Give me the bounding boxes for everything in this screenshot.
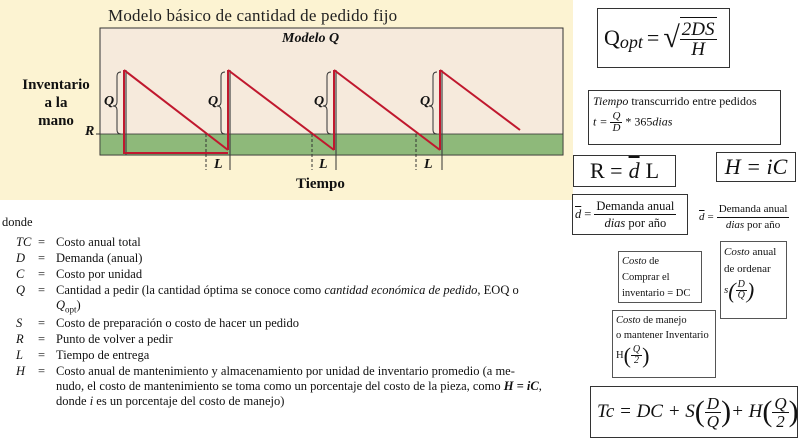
- legend-q-line2-sub: opt: [65, 304, 77, 315]
- total-den1: Q: [706, 411, 720, 431]
- legend-h-line2-c: ,: [538, 379, 542, 393]
- l-label-1: L: [214, 157, 223, 172]
- q-label-3: Q: [314, 94, 325, 109]
- legend-symbol: Q: [16, 283, 26, 297]
- legend-h-line2-a: nudo, el costo de mantenimiento se toma como un porcentaje del costo de la pieza, como: [56, 379, 501, 393]
- costo-manejo-den: 2: [634, 355, 640, 366]
- legend-text: Costo por unidad: [56, 267, 143, 281]
- h-formula: [716, 152, 796, 182]
- q-label-2: Q: [208, 94, 219, 109]
- qopt-sub: opt: [619, 31, 643, 52]
- costo-ordenar-box: [720, 241, 787, 319]
- total-lparen-1: (: [694, 395, 705, 428]
- r-axis-label: R: [85, 124, 95, 139]
- tiempo-title: [593, 94, 776, 109]
- legend-eq: =: [38, 251, 46, 265]
- dbar2-den-rest: por año: [746, 218, 781, 231]
- total-den2: 2: [776, 411, 785, 431]
- tiempo-formula: [588, 90, 781, 145]
- dbar-definition-plain: [699, 199, 800, 235]
- costo-ordenar-rparen: ): [746, 278, 755, 303]
- legend-text-b: , EOQ o: [477, 283, 519, 297]
- total-cost-formula: [590, 386, 798, 438]
- costo-manejo-pre: H: [616, 349, 624, 361]
- total-rparen-1: ): [721, 395, 732, 428]
- costo-ordenar-lparen: (: [728, 278, 736, 303]
- costo-ordenar-line-2: de ordenar: [724, 263, 771, 275]
- legend-q-line2-end: ): [76, 298, 81, 312]
- legend-h-line3-b: es un porcentaje del costo de manejo): [96, 394, 285, 408]
- legend-text: Costo anual total: [56, 235, 141, 249]
- legend-item-l: [16, 348, 149, 363]
- costo-manejo-rparen: ): [642, 343, 650, 368]
- reorder-rhs: L: [645, 158, 660, 183]
- legend-eq: =: [38, 364, 46, 378]
- costo-manejo-line-2: o mantener Inventario: [616, 330, 709, 341]
- total-num1: D: [706, 393, 720, 413]
- legend-item-c: [16, 267, 142, 282]
- costo-manejo-num: Q: [632, 344, 641, 355]
- panel-title: Modelo Q: [282, 31, 340, 46]
- qopt-formula: [597, 8, 730, 68]
- dbar1-num: Demanda anual: [594, 200, 676, 216]
- costo-ordenar-den: Q: [737, 290, 745, 301]
- reorder-lhs: R =: [589, 158, 623, 183]
- legend-symbol: L: [16, 348, 23, 362]
- legend-text: Costo de preparación o costo de hacer un pedido: [56, 316, 299, 330]
- dbar2-den: [724, 218, 782, 231]
- legend-eq: =: [38, 316, 46, 330]
- total-num2: Q: [774, 393, 787, 413]
- total-mid: + H: [731, 401, 763, 422]
- figure-title: Modelo básico de cantidad de pedido fijo: [108, 6, 398, 25]
- y-axis-label-line-1: Inventario: [22, 77, 90, 93]
- costo-ordenar-pre: s: [724, 284, 729, 297]
- reorder-dbar: $\overline{d}$: [628, 158, 640, 183]
- l-label-2: L: [319, 157, 328, 172]
- lead-time-solid: [230, 155, 442, 170]
- costo-ordenar-line-1: [724, 244, 783, 261]
- legend-h-line1: Costo anual de mantenimiento y almacenamiento por unidad de inventario promedio (a me-: [56, 364, 515, 378]
- legend-h-line3-a: donde: [56, 394, 87, 408]
- dbar2-equals: =: [707, 211, 714, 223]
- dbar2-den-italic: dias: [725, 218, 745, 231]
- y-axis-label-line-2: a la: [44, 95, 68, 111]
- costo-manejo-w1: Costo: [616, 315, 641, 326]
- legend-h-line-2: [16, 379, 588, 394]
- safety-band: [100, 134, 563, 155]
- dbar2-num: Demanda anual: [717, 204, 790, 218]
- legend-eq: =: [38, 267, 46, 281]
- costo-ordenar-num: D: [737, 279, 745, 290]
- total-fraction-2: [772, 395, 788, 430]
- total-lparen-2: (: [762, 395, 773, 428]
- legend-h-line2-b: H = iC: [503, 379, 539, 393]
- costo-comprar-line-2: Comprar el: [622, 272, 670, 283]
- legend-item-d: [16, 251, 142, 266]
- dbar1-den-rest: por año: [628, 216, 667, 230]
- x-axis-label: Tiempo: [296, 176, 345, 192]
- qopt-fraction: [680, 17, 717, 59]
- legend-eq: =: [38, 283, 46, 297]
- reorder-formula: [573, 155, 676, 187]
- qopt-lhs: Q: [604, 25, 620, 50]
- costo-ordenar-fraction: [736, 280, 747, 301]
- costo-manejo-fraction: [631, 345, 642, 366]
- legend-text: Tiempo de entrega: [56, 348, 150, 362]
- dbar1-equals: =: [584, 207, 592, 221]
- total-fraction-1: [705, 395, 721, 430]
- legend-symbol: S: [16, 316, 23, 330]
- legend-text-a: Cantidad a pedir (la cantidad óptima se conoce como: [56, 283, 322, 297]
- legend-q-line2: Q: [56, 298, 66, 312]
- legend-item-q: [16, 283, 606, 318]
- costo-comprar-line-1: [622, 254, 698, 270]
- legend-eq: =: [38, 332, 46, 346]
- dbar1-fraction: [594, 200, 676, 230]
- tiempo-mult: * 365: [625, 114, 653, 129]
- costo-ordenar-w1: Costo: [724, 246, 750, 258]
- tiempo-title-rest: transcurrido entre pedidos: [631, 94, 757, 108]
- tiempo-equation: [593, 111, 776, 134]
- legend-eq: =: [38, 348, 46, 362]
- qopt-equals: =: [646, 25, 660, 50]
- costo-comprar-w1: Costo: [622, 256, 647, 267]
- legend-text: Punto de volver a pedir: [56, 332, 173, 346]
- legend-text: Demanda (anual): [56, 251, 143, 265]
- y-axis-label: [16, 76, 96, 130]
- legend-item-r: [16, 332, 173, 347]
- legend-symbol: R: [16, 332, 24, 346]
- q-label-1: Q: [104, 94, 115, 109]
- legend-symbol: TC: [16, 235, 32, 249]
- total-lhs: Tc = DC + S: [597, 401, 695, 422]
- total-rparen-2: ): [788, 395, 799, 428]
- qopt-sqrt: √: [663, 21, 680, 54]
- costo-manejo-lparen: (: [623, 343, 631, 368]
- legend-symbol: C: [16, 267, 25, 281]
- costo-comprar-w2: de: [649, 256, 660, 267]
- legend-text-italic: cantidad económica de pedido: [324, 283, 478, 297]
- dbar-definition-boxed: [572, 194, 688, 235]
- costo-ordenar-formula: [724, 280, 783, 301]
- tiempo-unit: dias: [652, 114, 673, 129]
- costo-comprar-line-3: inventario = DC: [622, 288, 691, 299]
- costo-manejo-formula: [616, 345, 712, 366]
- costo-ordenar-w2: anual: [752, 246, 777, 258]
- tiempo-den: D: [612, 122, 621, 134]
- y-axis-label-line-3: mano: [38, 113, 74, 129]
- legend-intro: donde: [2, 215, 33, 229]
- qopt-numerator: 2DS: [681, 19, 715, 40]
- q-label-4: Q: [420, 94, 431, 109]
- legend-symbol: H: [16, 364, 26, 378]
- costo-comprar-box: [618, 251, 702, 303]
- legend-q-line-2: [16, 298, 606, 318]
- costo-manejo-box: [612, 310, 716, 378]
- legend-item-h: [16, 364, 588, 409]
- h-text: H = iC: [724, 154, 788, 179]
- dbar1-den: [602, 215, 668, 230]
- tiempo-num: Q: [612, 110, 621, 122]
- legend-symbol: D: [16, 251, 26, 265]
- costo-manejo-w2: de manejo: [643, 315, 687, 326]
- l-label-3: L: [424, 157, 433, 172]
- inventory-figure: [0, 0, 573, 200]
- dbar2-lhs: $\overline{d}$: [699, 211, 705, 223]
- tiempo-title-italic: Tiempo: [593, 94, 629, 108]
- dbar2-fraction: [717, 204, 790, 231]
- legend-h-line-3: [16, 394, 588, 409]
- costo-manejo-line-1: [616, 313, 712, 328]
- legend-eq: =: [38, 235, 46, 249]
- qopt-denominator: H: [691, 39, 706, 60]
- tiempo-lhs: t =: [593, 114, 608, 129]
- legend-item-s: [16, 316, 299, 331]
- dbar1-lhs: $\overline{d}$: [575, 207, 582, 221]
- legend-h-line3-i: i: [89, 394, 94, 408]
- dbar1-den-italic: dias: [604, 216, 626, 230]
- tiempo-fraction: [610, 111, 622, 134]
- legend-item-tc: [16, 235, 141, 250]
